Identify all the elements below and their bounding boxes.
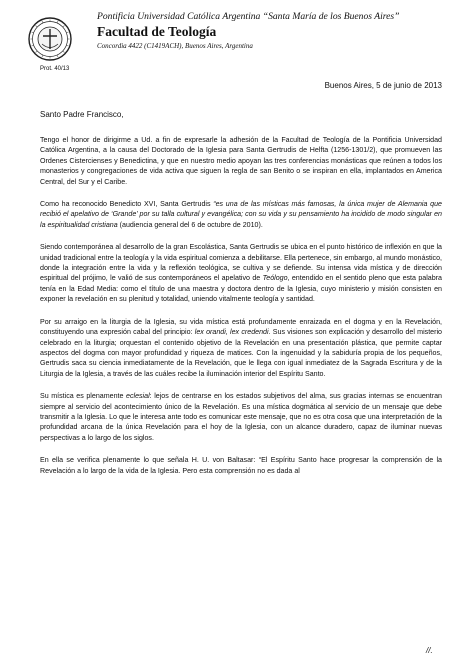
paragraph-6: En ella se verifica plenamente lo que señala H. U. von Baltasar: “El Espíritu Santo hace progresar la comprensión de la Revelación a lo largo de la vida de la Iglesia. Pero esta comprensión no es dada al <box>40 456 442 475</box>
salutation: Santo Padre Francisco, <box>40 110 124 119</box>
paragraph-5-text-b: : lejos de centrarse en los estados subjetivos del alma, sus gracias internas se encuentran siempre al servicio del acontecimiento único de la Revelación. Es una mística dogmática al servicio de un mensaje que debe transmitir a la Iglesia. Lo que le interesa ante todo es comunicar este mensaje, que no es otra cosa que una interpretación de la profundidad arcana de la única Revelación para el hoy de la Iglesia, con un alcance duradero, capaz de iluminar nuevas perspectivas a lo largo de los siglos. <box>40 392 442 442</box>
paragraph-4 <box>40 317 442 379</box>
paragraph-5-text-a: Su mística es plenamente <box>40 392 126 401</box>
paragraph-5 <box>40 391 442 443</box>
letterhead <box>97 11 467 51</box>
paragraph-4-text-a: Por su arraigo en la liturgia de la Iglesia, su vida mística está profundamente enraizada en el dogma y en la Revelación, constituyendo una expresión cabal del principio: <box>40 317 442 337</box>
university-seal-icon <box>28 17 72 61</box>
paragraph-4-emphasis: lex orandi, lex credendi <box>194 328 269 337</box>
paragraph-3-emphasis: Teólogo <box>262 274 288 283</box>
paragraph-4-text-b: . Sus visiones son explicación y desarrollo del misterio celebrado en la liturgia; orquestan el contenido objetivo de la Revelación en una presentación plástica, que permite captar aspectos del dogma con mayor profundidad y riqueza de matices. Con la ingenuidad y la sabiduría propia de los pequeños, Gertrudis saca su ciencia inmediatamente de la Revelación, que le llega con igual inmediatez de la Sagrada Escritura y de la Liturgia de la Iglesia, a través de las cuáles recibe la iluminación interior del Espíritu Santo. <box>40 328 443 378</box>
protocol-number: Prot. 40/13 <box>40 66 70 72</box>
letterhead-university: Pontificia Universidad Católica Argentina “Santa María de los Buenos Aires” <box>97 11 400 22</box>
letter-date: Buenos Aires, 5 de junio de 2013 <box>324 81 442 90</box>
paragraph-3-text-a: Siendo contemporánea al desarrollo de la gran Escolástica, Santa Gertrudis se ubica en el punto histórico de inflexión en que la unidad tradicional entre la teología y la vida espiritual comienza a debilitarse. Ella pertenece, sin embargo, al mundo monástico, donde la integración entre la vida y la reflexión teológica, se cultiva y se defiende. Su intensa vida mística y de dirección espiritual del prójimo, le valió de sus contemporáneos el apelativo de <box>40 243 442 283</box>
paragraph-2-text: Como ha reconocido Benedicto XVI, Santa Gertrudis <box>40 200 214 209</box>
paragraph-2 <box>40 199 442 230</box>
continuation-mark: //. <box>426 646 433 655</box>
paragraph-3-text-b: , entendido en el sentido pleno que esta palabra tenía en la Edad Media: como el título de una maestra y doctora dentro de la Iglesia, cuyo ministerio y misión consisten en exponer la revelación en su plenitud y totalidad, uniendo vitalmente teología y santidad. <box>40 274 442 304</box>
letterhead-address: Concordia 4422 (C1419ACH), Buenos Aires, Argentina <box>97 42 253 50</box>
letterhead-faculty: Facultad de Teología <box>97 24 217 39</box>
paragraph-2-citation: (audiencia general del 6 de octubre de 2010). <box>117 220 263 229</box>
benedict-quote: “es una de las místicas más famosas, la única mujer de Alemania que recibió el apelativo de ‘Grande’ por su talla cultural y evangélica; con su vida y su pensamiento ha incidido de modo singular en la espiritualidad cristiana <box>40 200 442 229</box>
paragraph-1: Tengo el honor de dirigirme a Ud. a fin de expresarle la adhesión de la Facultad de Teología de la Pontificia Universidad Católica Argentina, a la causa del Doctorado de la Iglesia para Santa Gertrudis de Helfta (1256-1301/2), que promueven las Ordenes Cistercienses y Benedictina, y que en nuestro medio apoyan las tres conferencias monásticas que reúnen a todos los monasterios y congregaciones de vida activa que siguen la regla de san Benito o se inspiran en ella, implantados en America Central, del Sur y el Caribe. <box>40 136 442 186</box>
paragraph-3 <box>40 242 442 304</box>
letter-body <box>40 135 442 488</box>
paragraph-5-emphasis: eclesial <box>126 392 150 401</box>
